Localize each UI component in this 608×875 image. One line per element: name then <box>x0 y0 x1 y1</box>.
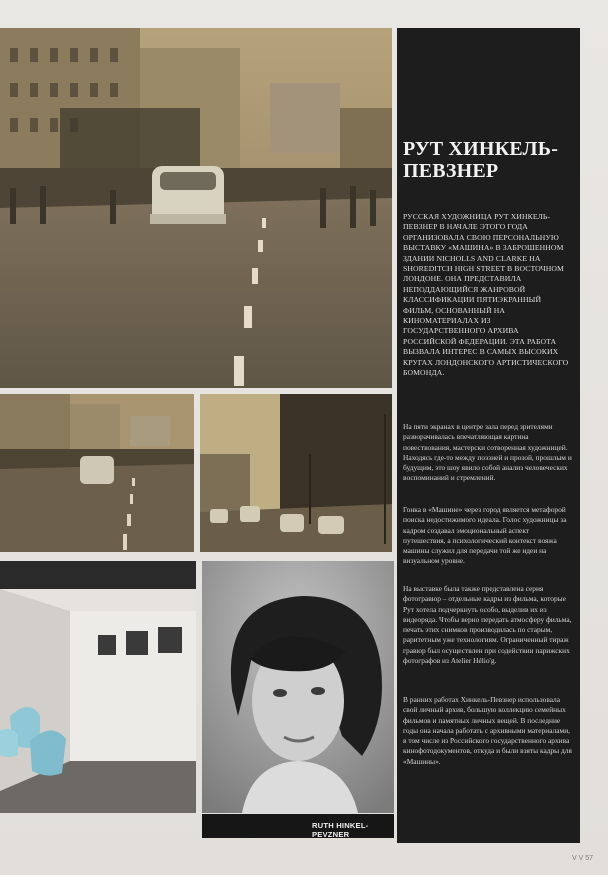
street-film-still-large <box>0 28 392 388</box>
article-paragraph: Гонка в «Машине» через город является метафорой поиска недостижимого идеала. Голос художницы за кадром создавал эмоциональный аспект путешествия, а психологический контекст вояжа машины служил для передачи той же идеи на визуальном уровне. <box>403 505 567 566</box>
article-paragraph: На пяти экранах в центре зала перед зрителями разворачивалась впечатляющая картина повествования, мастерски сотворенная художницей. Находясь где-то между поэзией и прозой, прошлым и будущим, это шоу явило собой анализ человеческих воспоминаний и стремлений. <box>403 422 572 483</box>
article-text-column <box>397 28 580 843</box>
page-number: V V 57 <box>572 855 594 862</box>
artist-portrait <box>202 561 394 813</box>
article-paragraph: На выставке была также представлена серия фотогравюр – отдельные кадры из фильма, которые Рут хотела подчеркнуть особо, выделив их из видеоряда. Чтобы верно передать атмосферу фильма, печать этих снимков производилась по старым, раритетным уже технологиям. Ограниченный тираж гравюр был осуществлен при содействии парижских фотографов из Atelier Hélio'g. <box>403 584 572 666</box>
city-traffic-still <box>200 394 392 552</box>
article-paragraph: В ранних работах Хинкель-Певзнер использовала свой личный архив, большую коллекцию семейных фильмов и памятных личных вещей. В последние годы она начала работать с архивными материалами, в том числе из Российского государственного архива кинофотодокументов, откуда и были взяты кадры для «Машины». <box>403 695 572 766</box>
street-film-still-small <box>0 394 194 552</box>
article-title: РУТ ХИНКЕЛЬ-ПЕВЗНЕР <box>403 138 559 182</box>
article-lead: РУССКАЯ ХУДОЖНИЦА РУТ ХИНКЕЛЬ-ПЕВЗНЕР В НАЧАЛЕ ЭТОГО ГОДА ОРГАНИЗОВАЛА СВОЮ ПЕРСОНАЛЬНУЮ ВЫСТАВКУ «МАШИНА» В ЗАБРОШЕННОМ ЗДАНИИ NICHOLLS AND CLARKE НА SHOREDITCH HIGH STREET В ВОСТОЧНОМ ЛОНДОНЕ. ОНА ПРЕДСТАВИЛА НЕПОДДАЮЩИЙСЯ ЖАНРОВОЙ КЛАССИФИКАЦИИ ПЯТИЭКРАННЫЙ ФИЛЬМ, ОСНОВАННЫЙ НА КИНОМАТЕРИАЛАХ ИЗ ГОСУДАРСТВЕННОГО АРХИВА РОССИЙСКОЙ ФЕДЕРАЦИИ. ЭТА РАБОТА ВЫЗВАЛА ИНТЕРЕС В САМЫХ ВЫСОКИХ КРУГАХ ЛОНДОНСКОГО АРТИСТИЧЕСКОГО БОМОНДА. <box>403 212 569 378</box>
gallery-installation-photo <box>0 561 196 813</box>
portrait-caption: RUTH HINKEL-PEVZNER <box>202 814 394 838</box>
